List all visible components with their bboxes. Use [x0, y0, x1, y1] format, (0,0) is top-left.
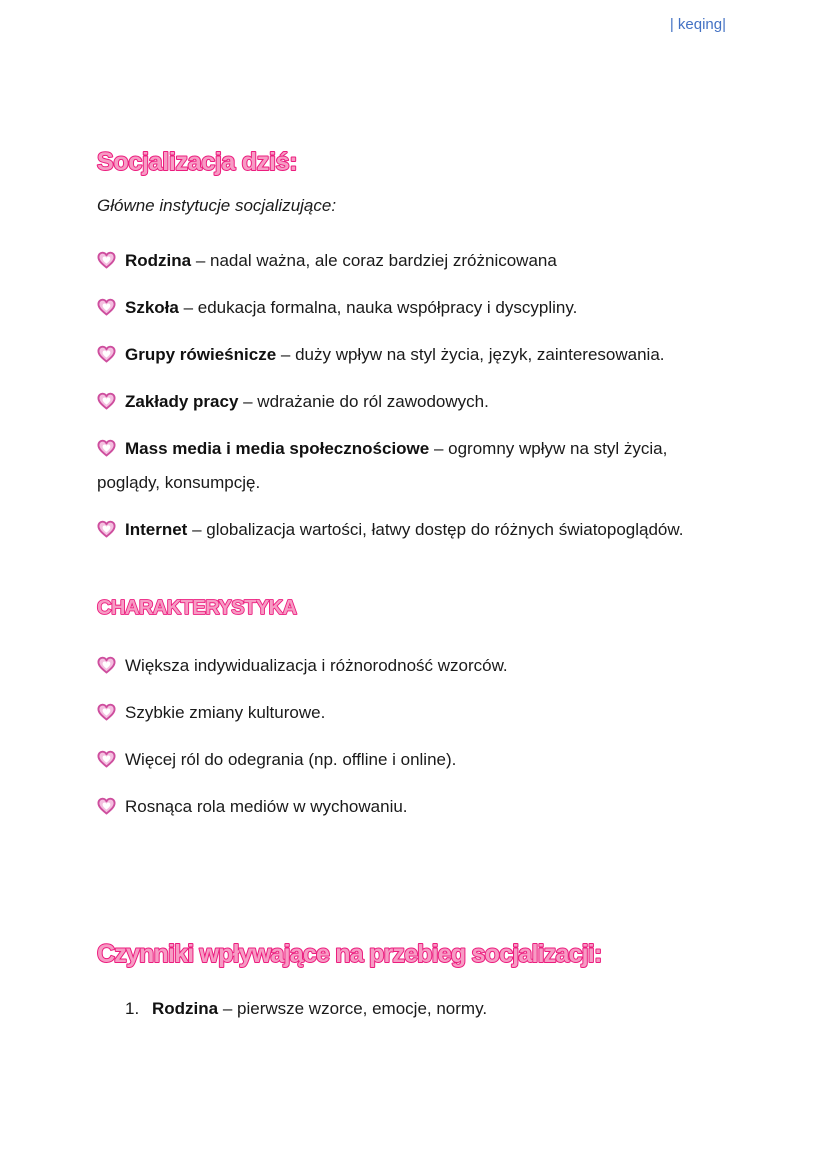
item-term: Zakłady pracy: [125, 392, 239, 411]
item-text: Większa indywidualizacja i różnorodność wzorców.: [125, 656, 508, 675]
subtitle-main-institutions: Główne instytucje socjalizujące:: [97, 196, 337, 215]
item-text: Więcej ról do odegrania (np. offline i online).: [125, 750, 457, 769]
heart-icon: [97, 520, 116, 538]
section-title-charakterystyka: [97, 592, 417, 622]
document-content: [97, 0, 733, 1026]
item-term: Mass media i media społecznościowe: [125, 439, 430, 458]
item-term: Grupy rówieśnicze: [125, 345, 277, 364]
item-desc: – pierwsze wzorce, emocje, normy.: [218, 999, 488, 1018]
numbered-list-item: [97, 992, 733, 1026]
heart-icon: [97, 750, 116, 768]
item-desc: – nadal ważna, ale coraz bardziej zróżnicowana: [191, 251, 557, 270]
heart-icon: [97, 656, 116, 674]
heart-icon: [97, 345, 116, 363]
characteristics-list: [97, 649, 733, 824]
list-item: [97, 291, 733, 325]
heart-icon: [97, 251, 116, 269]
item-term: Internet: [125, 520, 188, 539]
item-number: 1.: [125, 999, 140, 1018]
item-text: Szybkie zmiany kulturowe.: [125, 703, 326, 722]
list-item: [97, 790, 733, 824]
list-item: [97, 696, 733, 730]
section-heading: CHARAKTERYSTYKA: [97, 597, 297, 619]
item-desc: – duży wpływ na styl życia, język, zainteresowania.: [276, 345, 665, 364]
item-desc: – ogromny wpływ na styl życia,: [429, 439, 668, 458]
list-item: [97, 338, 733, 372]
item-term: Rodzina: [125, 251, 192, 270]
document-header-text: | keqing|: [669, 16, 726, 33]
item-desc: – edukacja formalna, nauka współpracy i dyscypliny.: [178, 298, 578, 317]
section-title-socjalizacja: [97, 143, 517, 179]
item-desc: – globalizacja wartości, łatwy dostęp do różnych światopoglądów.: [187, 520, 684, 539]
section-heading: Czynniki wpływające na przebieg socjalizacji:: [97, 940, 602, 968]
item-desc-line2: poglądy, konsumpcję.: [97, 473, 261, 492]
item-term: Szkoła: [125, 298, 179, 317]
item-text: Rosnąca rola mediów w wychowaniu.: [125, 797, 408, 816]
heart-icon: [97, 298, 116, 316]
heart-icon: [97, 797, 116, 815]
list-item: [97, 743, 733, 777]
list-item: [97, 513, 733, 547]
item-term: Rodzina: [152, 999, 219, 1018]
section-title-czynniki: [97, 932, 733, 972]
list-item: [97, 432, 733, 500]
heart-icon: [97, 392, 116, 410]
institutions-list: [97, 244, 733, 547]
item-desc: – wdrażanie do ról zawodowych.: [238, 392, 489, 411]
list-item: [97, 244, 733, 278]
page-title: Socjalizacja dziś:: [97, 148, 298, 176]
list-item: [97, 649, 733, 683]
heart-icon: [97, 703, 116, 721]
heart-icon: [97, 439, 116, 457]
list-item: [97, 385, 733, 419]
